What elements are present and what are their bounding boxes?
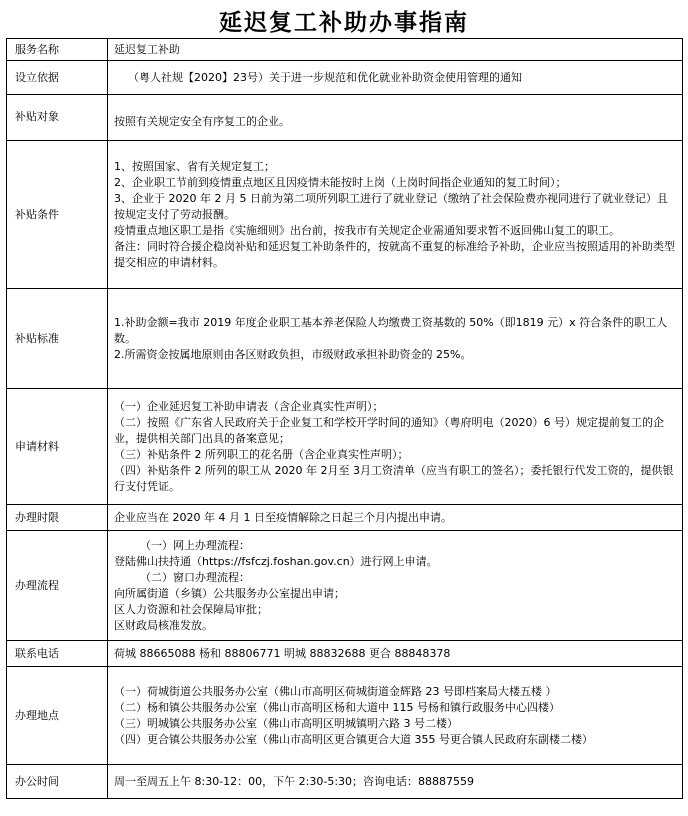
material-line: （三）补贴条件 2 所列职工的花名册（含企业真实性声明）； — [114, 447, 409, 461]
process-line: 向所属街道（乡镇）公共服务办公室提出申请； — [114, 586, 345, 600]
address-line: （一）荷城街道公共服务办公室（佛山市高明区荷城街道金辉路 23 号即档案局大楼五楼 ） — [114, 684, 557, 698]
row-label: 补贴标准 — [7, 289, 108, 389]
page-title: 延迟复工补助办事指南 — [219, 9, 469, 36]
address-value — [108, 667, 683, 765]
condition-line: 疫情重点地区职工是指《实施细则》出台前，按我市有关规定企业需通知要求暂不返回佛山复工的职工。 — [114, 223, 620, 237]
row-label: 补贴条件 — [7, 141, 108, 289]
process-value — [108, 531, 683, 641]
table-row — [7, 141, 683, 289]
row-label: 办理流程 — [7, 531, 108, 641]
standard-value — [108, 289, 683, 389]
condition-line: 备注：同时符合援企稳岗补贴和延迟复工补助条件的，按就高不重复的标准给予补助，企业应当按照适用的补助类型提交相应的申请材料。 — [114, 239, 675, 269]
table-row — [7, 765, 683, 799]
process-line: 登陆佛山扶持通（https://fsfczj.foshan.gov.cn）进行网上申请。 — [114, 554, 438, 568]
row-label: 申请材料 — [7, 389, 108, 505]
row-label: 办公时间 — [7, 765, 108, 799]
condition-line: 2、企业职工节前到疫情重点地区且因疫情未能按时上岗（上岗时间指企业通知的复工时间）； — [114, 175, 567, 189]
address-line: （四）更合镇公共服务办公室（佛山市高明区更合镇更合大道 355 号更合镇人民政府东副楼二楼） — [114, 732, 593, 746]
time-limit-value: 企业应当在 2020 年 4 月 1 日至疫情解除之日起三个月内提出申请。 — [108, 505, 683, 531]
target-text: 按照有关规定安全有序复工的企业。 — [114, 115, 290, 128]
process-line: 区财政局核准发放。 — [114, 618, 213, 632]
condition-line: 1、按照国家、省有关规定复工； — [114, 159, 275, 173]
row-label: 补贴对象 — [7, 95, 108, 141]
standard-line: 1.补助金额=我市 2019 年度企业职工基本养老保险人均缴费工资基数的 50%（即1819 元）x 符合条件的职工人数。 — [114, 315, 668, 345]
standard-line: 2.所需资金按属地原则由各区财政负担，市级财政承担补助资金的 25%。 — [114, 347, 472, 361]
row-label: 服务名称 — [7, 39, 108, 61]
table-row — [7, 95, 683, 141]
process-line: 区人力资源和社会保障局审批； — [114, 602, 268, 616]
table-row — [7, 641, 683, 667]
row-label: 设立依据 — [7, 61, 108, 95]
process-line: （二）窗口办理流程： — [140, 570, 250, 584]
table-row — [7, 61, 683, 95]
material-line: （四）补贴条件 2 所列的职工从 2020 年 2月至 3月工资清单（应当有职工的签名）；委托银行代发工资的，提供银行支付凭证。 — [114, 463, 674, 493]
material-line: （一）企业延迟复工补助申请表（含企业真实性声明）； — [114, 399, 384, 413]
basis-text: （粤人社规【2020】23号）关于进一步规范和优化就业补助资金使用管理的通知 — [128, 70, 522, 84]
address-line: （三）明城镇公共服务办公室（佛山市高明区明城镇明六路 3 号二楼） — [114, 716, 458, 730]
address-line: （二）杨和镇公共服务办公室（佛山市高明区杨和大道中 115 号杨和镇行政服务中心四楼） — [114, 700, 560, 714]
materials-value — [108, 389, 683, 505]
basis-value — [108, 61, 683, 95]
table-row — [7, 39, 683, 61]
conditions-value — [108, 141, 683, 289]
service-name-value: 延迟复工补助 — [108, 39, 683, 61]
table-row — [7, 505, 683, 531]
target-value — [108, 95, 683, 141]
table-row — [7, 531, 683, 641]
row-label: 办理时限 — [7, 505, 108, 531]
guide-table — [6, 38, 683, 799]
hours-value: 周一至周五上午 8:30-12：00，下午 2:30-5:30；咨询电话：88887559 — [108, 765, 683, 799]
row-label: 办理地点 — [7, 667, 108, 765]
material-line: （二）按照《广东省人民政府关于企业复工和学校开学时间的通知》（粤府明电（2020）6 号）规定提前复工的企业，提供相关部门出具的备案意见； — [114, 415, 664, 445]
table-row — [7, 667, 683, 765]
table-row — [7, 289, 683, 389]
row-label: 联系电话 — [7, 641, 108, 667]
process-line: （一）网上办理流程： — [140, 538, 250, 552]
phone-value: 荷城 88665088 杨和 88806771 明城 88832688 更合 88848378 — [108, 641, 683, 667]
table-row — [7, 389, 683, 505]
condition-line: 3、企业于 2020 年 2 月 5 日前为第二项所列职工进行了就业登记（缴纳了社会保险费亦视同进行了就业登记）且按规定支付了劳动报酬。 — [114, 191, 668, 221]
